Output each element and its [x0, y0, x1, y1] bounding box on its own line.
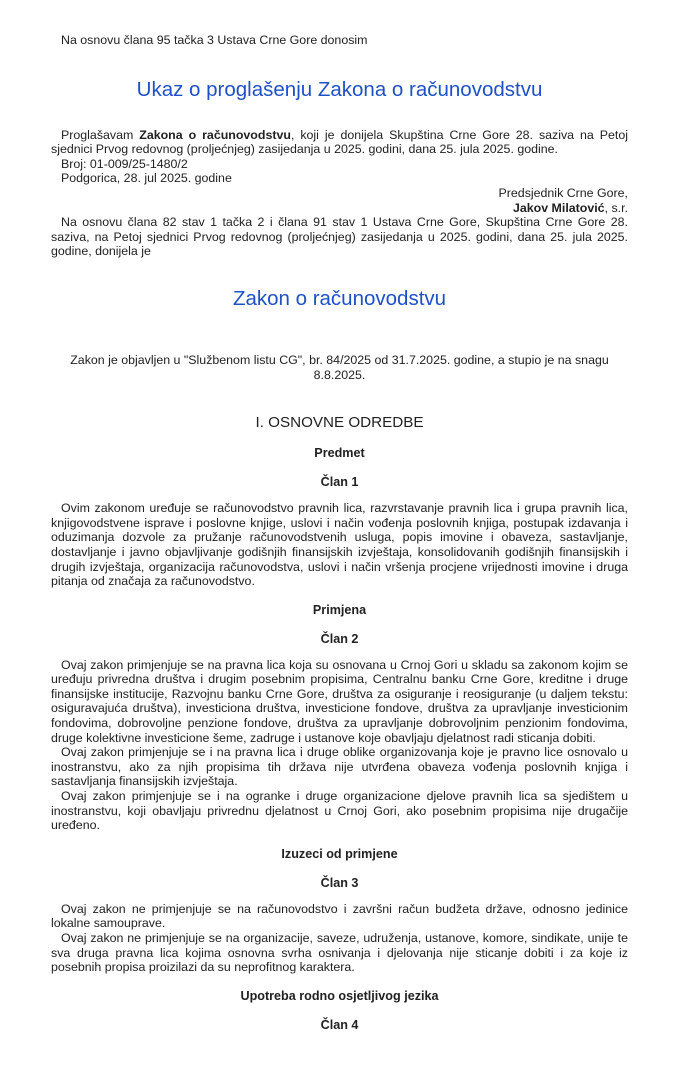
- article-heading-clan-3: Član 3: [320, 875, 359, 890]
- section-heading-primjena: Primjena: [312, 602, 367, 617]
- publication-note: Zakon je objavljen u "Službenom listu CG", br. 84/2025 od 31.7.2025. godine, a stupio je na snagu 8.8.2025.: [70, 352, 609, 382]
- chapter-heading: I. OSNOVNE ODREDBE: [255, 414, 424, 432]
- section-heading-izuzeci: Izuzeci od primjene: [281, 846, 398, 861]
- law-title: Zakon o računovodstvu: [232, 286, 447, 310]
- proclamation-rest: , koji je donijela Skupština Crne Gore 28. saziva na Petoj sjednici Prvog redovnog (proljećnjeg) zasijedanja u 2025. godini, dana 25. jula 2025. godine.: [51, 127, 628, 157]
- article-1-paragraph-1: Ovim zakonom uređuje se računovodstvo pravnih lica, razvrstavanje pravnih lica i grupa pravnih lica, knjigovodstvene isprave i poslovne knjige, uslovi i način vođenja poslovnih knjiga, postupak izdavanja i oduzimanja dozvole za pružanje računovodstvenih usluga, popis imovine i obaveza, sastavljanje, dostavljanje i javno objavljivanje godišnjih finansijskih izvještaja, konsolidovanih godišnjih finansijskih i drugih izvještaja, organizacija računovodstva, uslovi i način vršenja procjene vrijednosti imovine i druga pitanja od značaja za računovodstvo.: [51, 501, 628, 589]
- section-heading-predmet: Predmet: [314, 446, 365, 461]
- article-heading-clan-2: Član 2: [320, 631, 359, 646]
- proclamation-prefix: Proglašavam: [61, 127, 140, 142]
- article-3-paragraph-2: Ovaj zakon ne primjenjuje se na organizacije, saveze, udruženja, ustanove, komore, sindikate, unije te sva druga pravna lica kojima osnovna svrha osnivanja i djelovanja nije sticanje dobiti i za koje iz posebnih propisa proizilazi da su neprofitnog karaktera.: [51, 931, 628, 975]
- proclamation-paragraph: [51, 128, 628, 157]
- proclamation-law-name: Zakona o računovodstvu: [139, 127, 291, 142]
- place-date-line: Podgorica, 28. jul 2025. godine: [61, 171, 232, 186]
- signature-name: Jakov Milatović: [512, 200, 605, 215]
- number-line: Broj: 01-009/25-1480/2: [61, 156, 188, 171]
- article-heading-clan-1: Član 1: [320, 475, 359, 490]
- article-2-paragraph-3: Ovaj zakon primjenjuje se i na ogranke i druge organizacione djelove pravnih lica sa sjedištem u inostranstvu, koji obavljaju privrednu djelatnost u Crnoj Gori, ako posebnim propisima nije drugačije uređeno.: [51, 789, 628, 833]
- signature-suffix: , s.r.: [604, 200, 628, 215]
- article-3-paragraph-1: Ovaj zakon ne primjenjuje se na računovodstvo i završni račun budžeta države, odnosno jedinice lokalne samouprave.: [51, 901, 628, 931]
- section-heading-rodno-osjetljiv-jezik: Upotreba rodno osjetljivog jezika: [240, 988, 439, 1003]
- ukaz-title: Ukaz o proglašenju Zakona o računovodstvu: [136, 77, 543, 101]
- article-2-paragraph-2: Ovaj zakon primjenjuje se i na pravna lica i druge oblike organizovanja koje je pravno lice osnovalo u inostranstvu, ako za njih propisima tih država nije utvrđena obaveza vođenja poslovnih knjiga i sastavljanja finansijskih izvještaja.: [51, 745, 628, 789]
- signature-name-line: [51, 201, 628, 216]
- article-2-paragraph-1: Ovaj zakon primjenjuje se na pravna lica koja su osnovana u Crnoj Gori u skladu sa zakonom kojim se uređuju privredna društva i drugim posebnim propisima, Centralnu banku Crne Gore, kreditne i druge finansijske institucije, Razvojnu banku Crne Gore, društva za osiguranje i reosiguranje (u daljem tekstu: osiguravajuća društva), investiciona društva, investicione fondove, društva za upravljanje investicionim fondovima, dobrovoljne penzione fondove, društva za upravljanje dobrovoljnim penzionim fondovima, druge kolektivne investicione šeme, zadruge i ustanove koje obavljaju djelatnost radi sticanja dobiti.: [51, 657, 628, 745]
- basis-paragraph: Na osnovu člana 82 stav 1 tačka 2 i člana 91 stav 1 Ustava Crne Gore, Skupština Crne Gore 28. saziva, na Petoj sjednici Prvog redovnog (proljećnjeg) zasijedanja u 2025. godini, dana 25. jula 2025. godine, donijela je: [51, 215, 628, 259]
- intro-line: Na osnovu člana 95 tačka 3 Ustava Crne Gore donosim: [61, 33, 368, 47]
- signature-title-line: Predsjednik Crne Gore,: [498, 185, 628, 200]
- article-heading-clan-4: Član 4: [320, 1017, 359, 1032]
